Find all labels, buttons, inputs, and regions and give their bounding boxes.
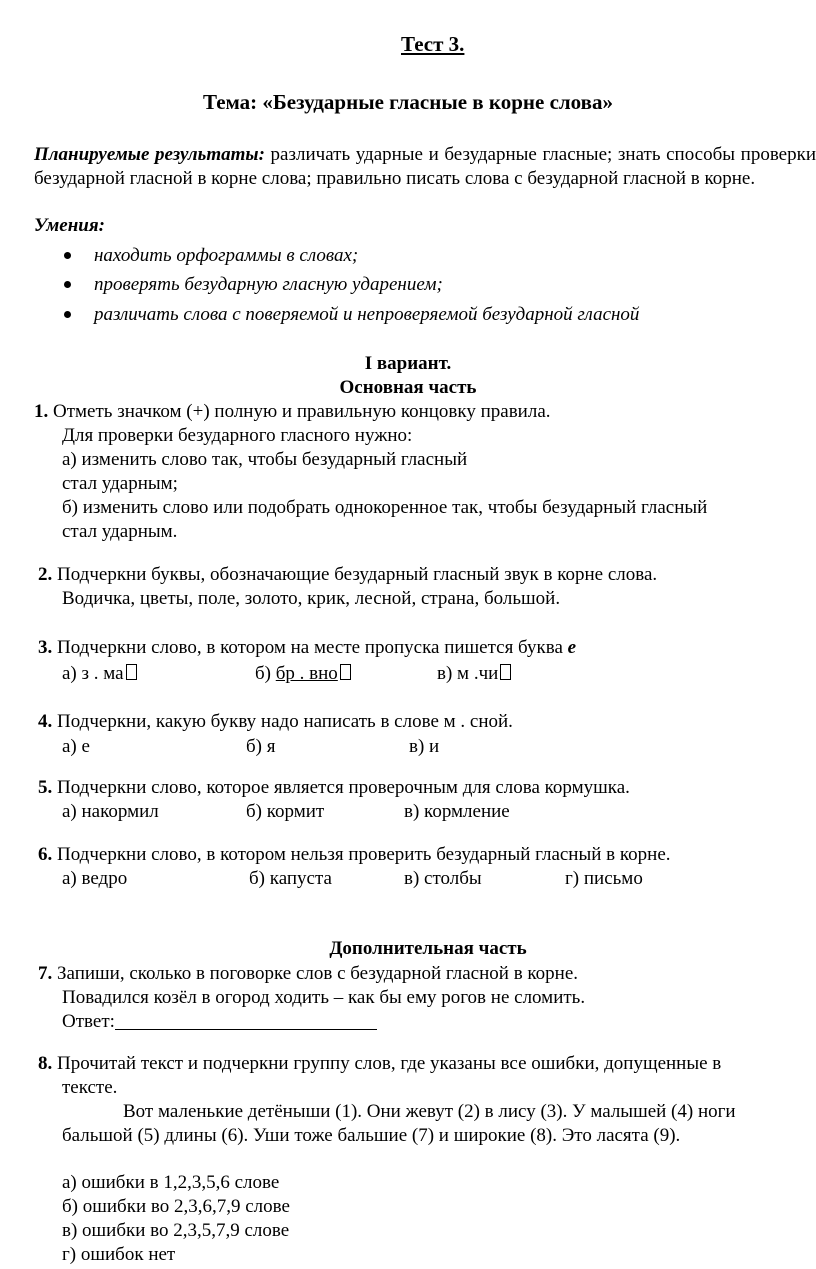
bullet-icon [64,281,71,288]
topic-title: Тема: «Безударные гласные в корне слова» [202,90,613,114]
question-number: 3. [38,637,53,658]
passage-line: Вот маленькие детёныши (1). Они жевут (2) в лису (3). У малышей (4) ноги [123,1101,736,1122]
proverb-text: Повадился козёл в огород ходить – как бы ему рогов не сломить. [62,987,586,1008]
target-letter: е [567,637,577,658]
question-8-continuation: тексте. [62,1077,118,1098]
checkbox-icon [126,664,137,680]
checkbox-icon [500,664,511,680]
question-number: 2. [38,564,53,585]
question-1-line: стал ударным; [62,473,178,494]
variant-title: I вариант. [364,353,452,374]
question-2-words: Водичка, цветы, поле, золото, крик, лесной, страна, большой. [62,588,561,609]
planned-results-text: различать ударные и безударные гласные; знать способы проверки безударной гласной в корне слова; правильно писать слова с безударной гласной в корне. [34,144,816,189]
question-text: Подчеркни слово, в котором нельзя проверить безударный гласный в корне. [52,844,671,865]
question-1 [34,400,551,423]
option-d: г) ошибок нет [62,1244,176,1265]
question-number: 8. [38,1053,53,1074]
option-a: а) е [62,736,90,757]
option-c: в) ошибки во 2,3,5,7,9 слове [62,1220,290,1241]
main-part-title: Основная часть [339,377,477,398]
option-b: б) я [246,736,276,757]
passage-line: бальшой (5) длины (6). Уши тоже бальшие (7) и широкие (8). Это ласята (9). [62,1125,681,1146]
option-b [255,662,351,685]
bullet-icon [64,252,71,259]
question-3 [38,636,576,659]
option-a: а) ведро [62,868,128,889]
question-8 [38,1052,721,1075]
question-4 [38,710,513,733]
skill-item: различать слова с поверяемой и непроверяемой безударной гласной [94,304,640,325]
question-1-line: а) изменить слово так, чтобы безударный гласный [62,449,468,470]
option-c: в) кормление [404,801,510,822]
option-b: б) кормит [246,801,325,822]
option-b: б) ошибки во 2,3,6,7,9 слове [62,1196,290,1217]
extra-part-title: Дополнительная часть [329,938,527,959]
question-text: Подчеркни буквы, обозначающие безударный гласный звук в корне слова. [52,564,658,585]
question-1-line: б) изменить слово или подобрать однокоренное так, чтобы безударный гласный [62,497,708,518]
option-a: а) накормил [62,801,159,822]
option-b: б) капуста [249,868,332,889]
option-c: в) и [409,736,440,757]
question-1-line: стал ударным. [62,521,178,542]
option-c [437,662,511,685]
question-number: 7. [38,963,53,984]
skill-item: находить орфограммы в словах; [94,245,359,266]
option-text: а) з . ма [62,663,124,684]
question-6 [38,843,671,866]
answer-row [62,1010,377,1033]
question-text: Подчеркни слово, в котором на месте пропуска пишется буква [52,637,568,658]
question-number: 6. [38,844,53,865]
bullet-icon [64,311,71,318]
planned-results-label: Планируемые результаты: [34,144,265,165]
question-text: Отметь значком (+) полную и правильную концовку правила. [48,401,551,422]
planned-results-paragraph [34,143,816,191]
question-number: 5. [38,777,53,798]
question-text: Подчеркни, какую букву надо написать в слове м . сной. [52,711,513,732]
question-7 [38,962,578,985]
answer-label: Ответ: [62,1011,115,1032]
option-word: бр . вно [275,663,338,684]
skills-label: Умения: [34,215,105,236]
option-text: б) [255,663,276,684]
question-5 [38,776,630,799]
question-text: Прочитай текст и подчеркни группу слов, где указаны все ошибки, допущенные в [52,1053,722,1074]
question-1-line: Для проверки безударного гласного нужно: [62,425,413,446]
option-c: в) столбы [404,868,482,889]
option-a [62,662,137,685]
option-a: а) ошибки в 1,2,3,5,6 слове [62,1172,280,1193]
option-d: г) письмо [565,868,643,889]
checkbox-icon [340,664,351,680]
skill-item: проверять безударную гласную ударением; [94,274,443,295]
question-text: Запиши, сколько в поговорке слов с безударной гласной в корне. [52,963,579,984]
question-number: 1. [34,401,49,422]
answer-field[interactable] [115,1011,377,1030]
test-title: Тест 3. [401,32,465,56]
option-text: в) м .чи [437,663,499,684]
question-text: Подчеркни слово, которое является проверочным для слова кормушка. [52,777,630,798]
question-2 [38,563,657,586]
question-number: 4. [38,711,53,732]
